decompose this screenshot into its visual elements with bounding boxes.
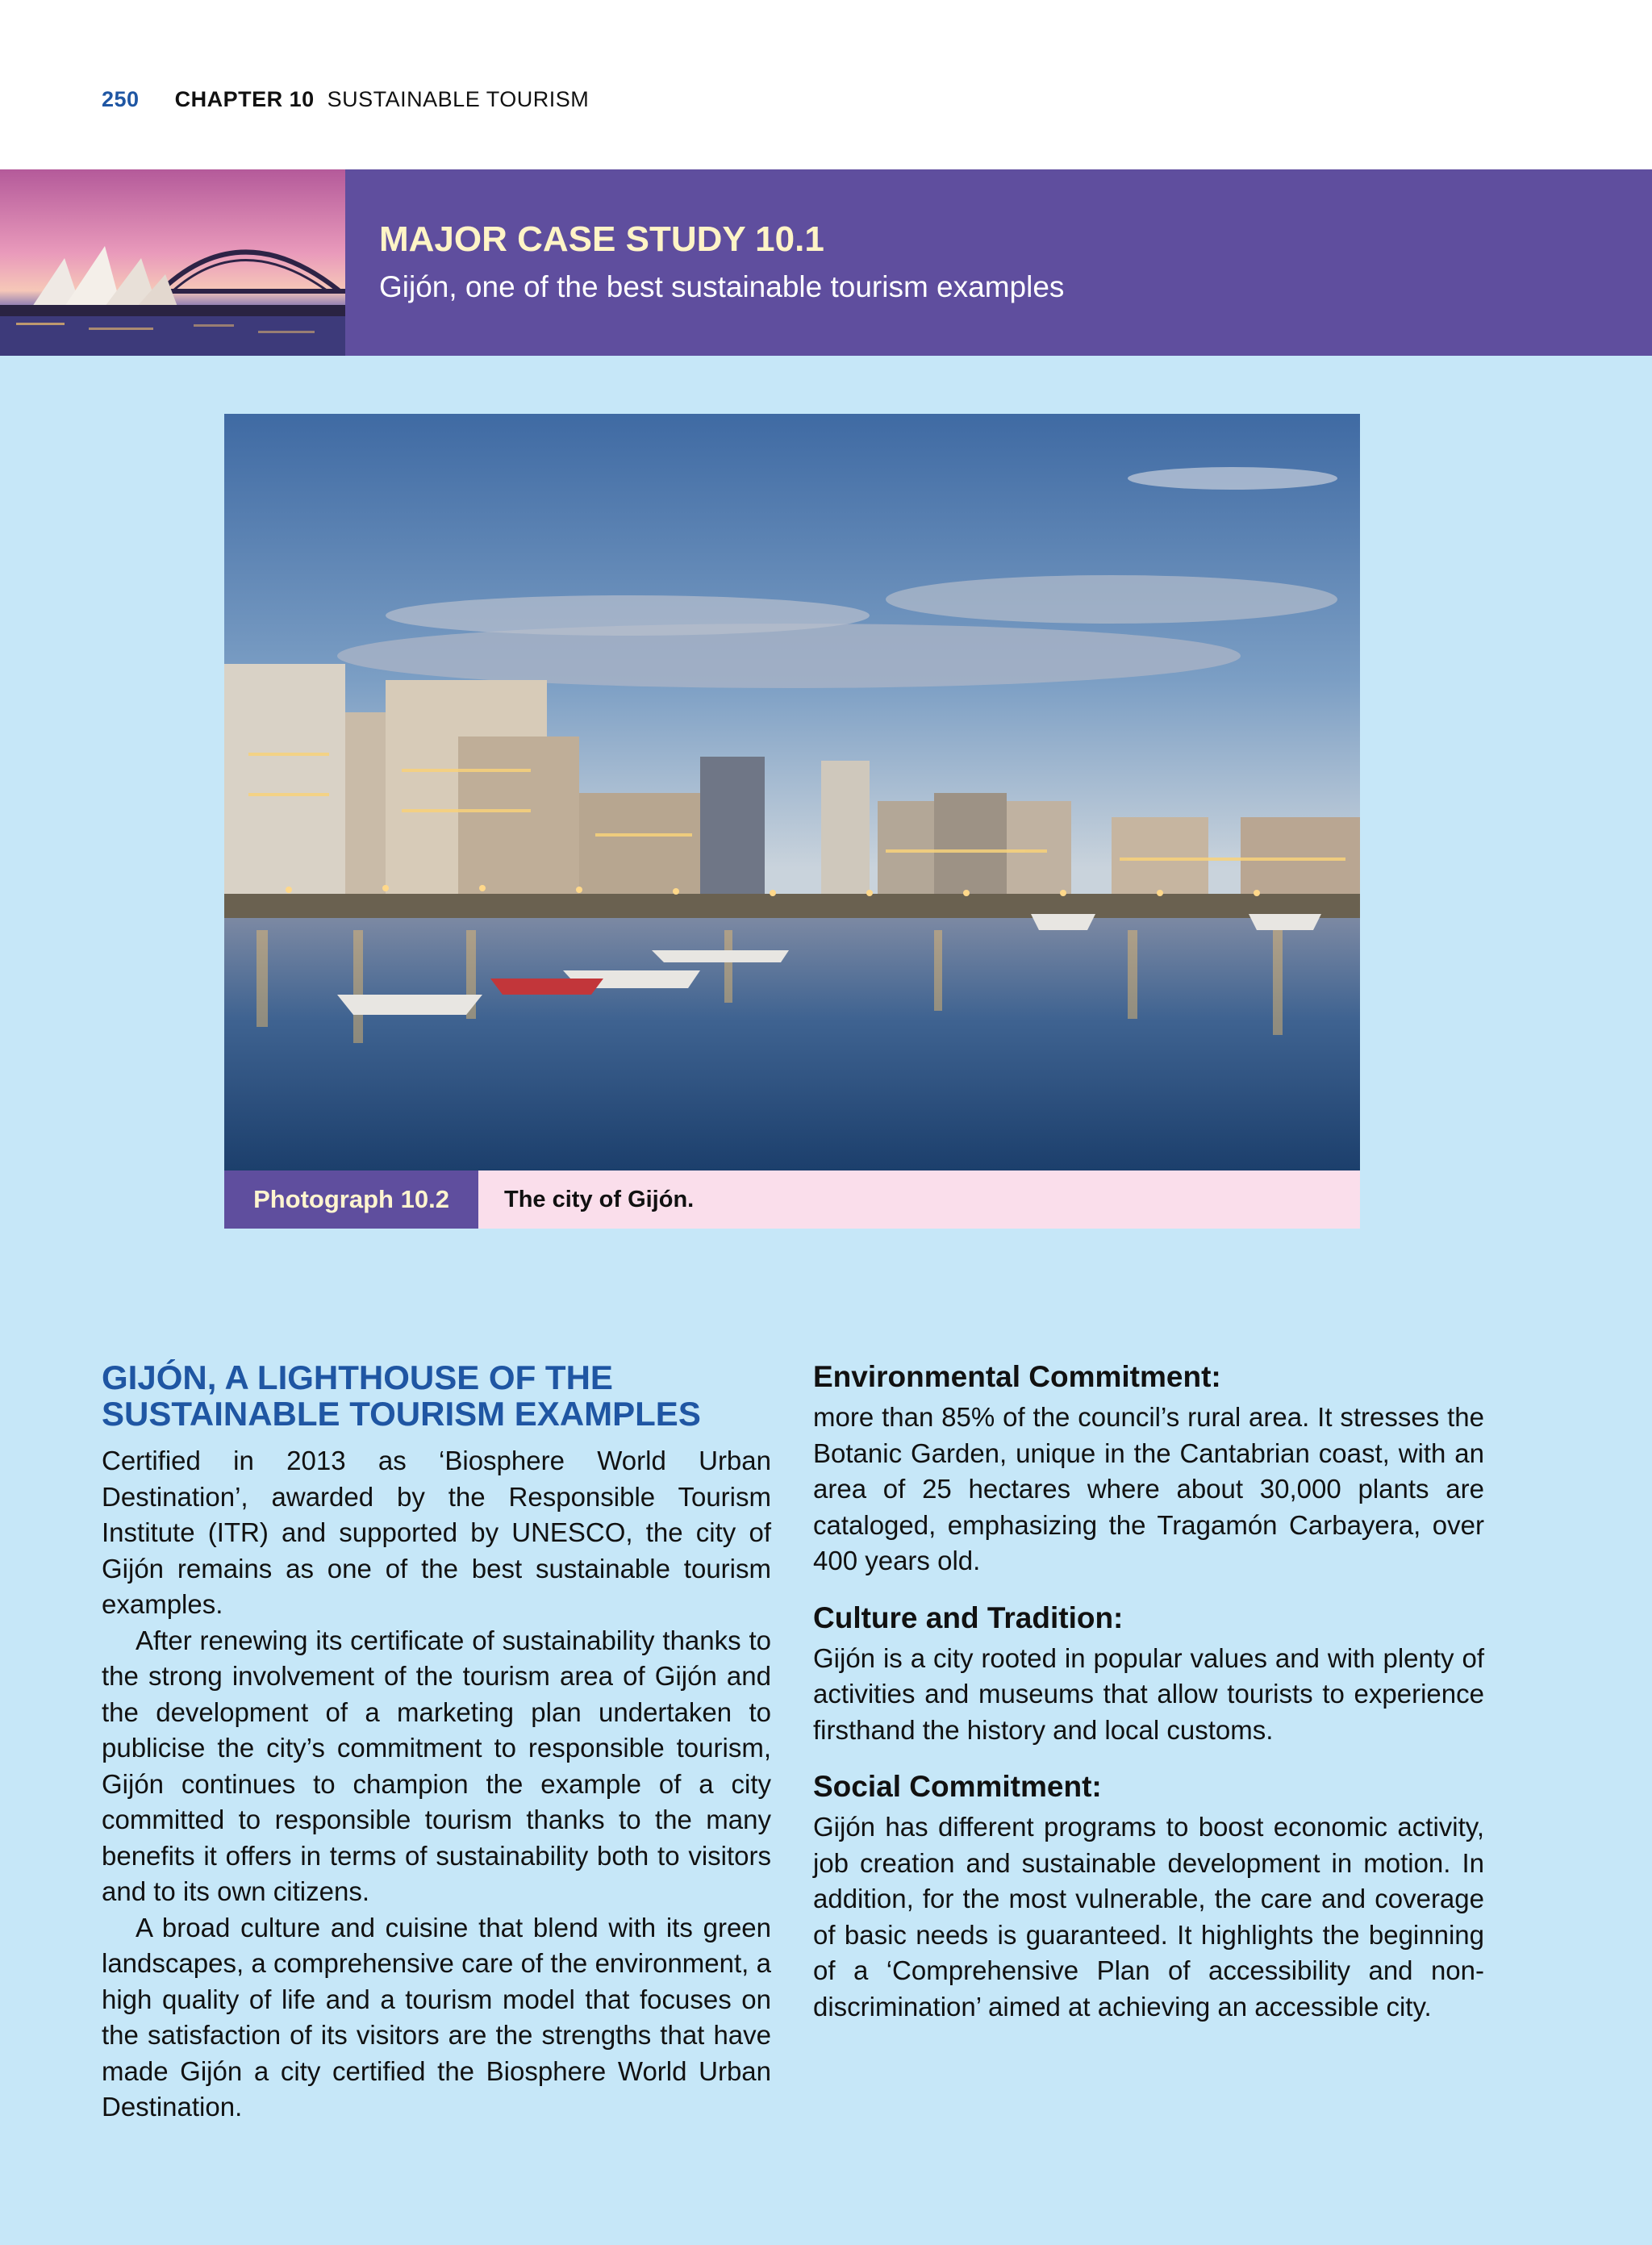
subsection-heading: Culture and Tradition: — [813, 1600, 1124, 1634]
culture-tradition-section — [813, 1600, 1484, 1749]
social-commitment-section — [813, 1769, 1484, 2025]
photo-caption-text: The city of Gijón. — [478, 1170, 1360, 1229]
running-header — [102, 87, 589, 112]
section-heading: GIJÓN, A LIGHTHOUSE OF THE SUSTAINABLE TOURISM EXAMPLES — [102, 1358, 701, 1433]
subsection-text: more than 85% of the council’s rural area. It stresses the Botanic Garden, unique in the Cantabrian coast, with an area of 25 hectares where about 30,000 plants are cataloged, emphasizing the Tragamón Carbayera, over 400 years old. — [813, 1402, 1484, 1575]
chapter-label: CHAPTER 10 — [174, 87, 315, 111]
body-paragraph: A broad culture and cuisine that blend with its green landscapes, a comprehensive care of the environment, a high quality of life and a tourism model that focuses on the satisfaction of its visitors are the strengths that have made Gijón a city certified the Biosphere World Urban Destination. — [102, 1912, 771, 2122]
subsection-heading: Social Commitment: — [813, 1770, 1102, 1803]
chapter-name: SUSTAINABLE TOURISM — [327, 87, 590, 111]
photo-caption-label: Photograph 10.2 — [224, 1170, 478, 1229]
subsection-heading: Environmental Commitment: — [813, 1360, 1221, 1393]
subsection-text: Gijón has different programs to boost economic activity, job creation and sustainable development in motion. In addition, for the most vulnerable, the care and coverage of basic needs is guaranteed. It highlights the beginning of a ‘Comprehensive Plan of accessibility and non-discrimination’ aimed at achieving an accessible city. — [813, 1812, 1484, 2022]
page-number: 250 — [102, 87, 140, 111]
case-study-subtitle: Gijón, one of the best sustainable tourism examples — [379, 270, 1065, 303]
environmental-commitment-section — [813, 1359, 1484, 1579]
case-study-title: MAJOR CASE STUDY 10.1 — [379, 219, 824, 259]
body-paragraph: After renewing its certificate of sustainability thanks to the strong involvement of the tourism area of Gijón and the development of a marketing plan undertaken to publicise the city’s commitment to responsible tourism, Gijón continues to champion the example of a city committed to responsible tourism thanks to the many benefits it offers in terms of sustainability both to visitors and to its own citizens. — [102, 1625, 771, 1906]
opera-house-thumbnail — [0, 169, 345, 356]
subsection-text: Gijón is a city rooted in popular values and with plenty of activities and museums that allow tourists to experience firsthand the history and local customs. — [813, 1642, 1484, 1745]
left-column — [102, 1359, 771, 2126]
gijon-harbour-photo — [224, 414, 1360, 1170]
case-study-banner — [0, 169, 1652, 356]
body-paragraph: Certified in 2013 as ‘Biosphere World Urban Destination’, awarded by the Responsible Tourism Institute (ITR) and supported by UNESCO, the city of Gijón remains as one of the best sustainable tourism examples. — [102, 1446, 771, 1619]
right-column — [813, 1359, 1484, 2046]
